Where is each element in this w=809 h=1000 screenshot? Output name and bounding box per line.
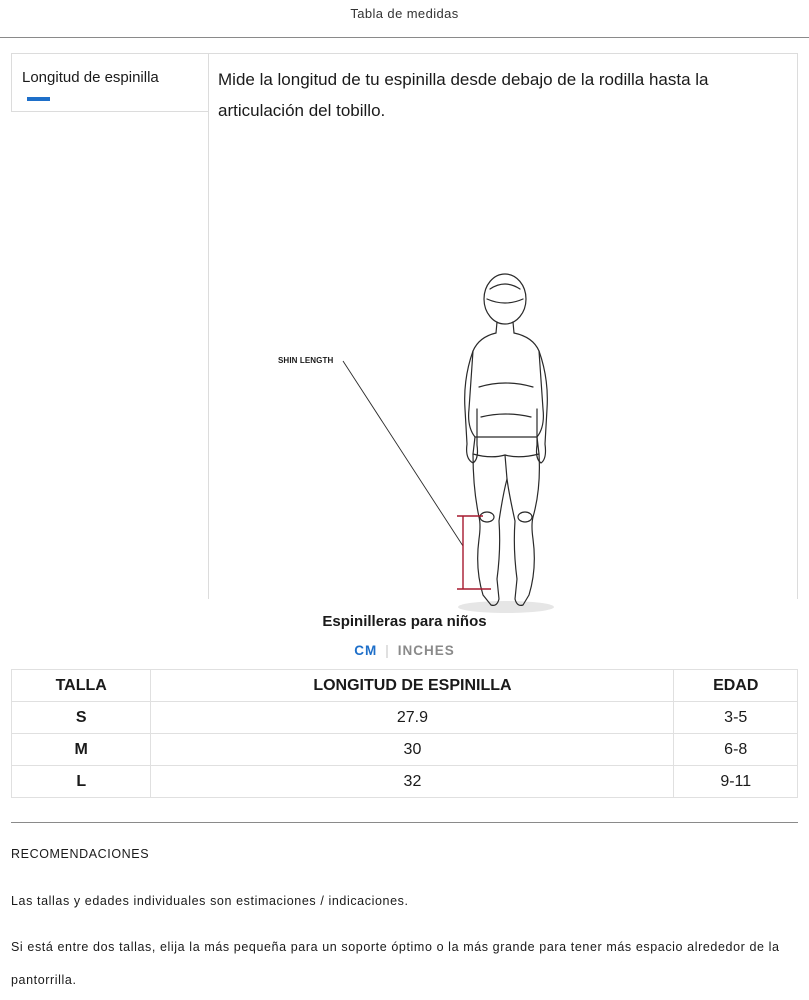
recommendations-title: RECOMENDACIONES [11,847,150,861]
measure-description: Mide la longitud de tu espinilla desde debajo de la rodilla hasta la articulación del tobillo. [218,70,709,120]
unit-separator: | [385,643,390,658]
table-row [12,702,798,734]
age-cell: 6-8 [674,734,798,766]
header-age: EDAD [674,670,798,702]
shin-marker [457,516,491,589]
tab-shin-length-label: Longitud de espinilla [22,69,159,86]
shin-length-label: SHIN LENGTH [278,356,334,365]
table-row [12,766,798,798]
age-cell: 3-5 [674,702,798,734]
size-table [11,669,798,798]
active-tab-indicator [27,97,50,101]
header-size: TALLA [12,670,151,702]
recommendation-text: Las tallas y edades individuales son estimaciones / indicaciones. [11,894,409,908]
table-row [12,734,798,766]
shin-measure-figure [251,259,571,619]
page-header [0,0,809,38]
header-shin-length: LONGITUD DE ESPINILLA [151,670,674,702]
size-cell: S [12,702,151,734]
child-body-illustration [251,259,571,619]
table-title: Espinilleras para niños [322,613,487,630]
tab-shin-length[interactable] [11,54,208,112]
length-cell: 32 [151,766,674,798]
unit-cm-button[interactable]: CM [354,643,378,658]
tab-content [218,64,778,126]
page-title: Tabla de medidas [350,6,459,21]
length-cell: 27.9 [151,702,674,734]
tabs-panel [11,53,798,599]
size-cell: M [12,734,151,766]
age-cell: 9-11 [674,766,798,798]
unit-toggle [0,643,809,658]
length-cell: 30 [151,734,674,766]
recommendation-text: Si está entre dos tallas, elija la más pequeña para un soporte óptimo o la más grande para tener más espacio alrededor de la pantorrilla. [11,940,780,987]
tab-divider [208,54,209,599]
table-header-row [12,670,798,702]
size-cell: L [12,766,151,798]
unit-inches-button[interactable]: INCHES [397,643,455,658]
recommendations-divider [11,822,798,823]
